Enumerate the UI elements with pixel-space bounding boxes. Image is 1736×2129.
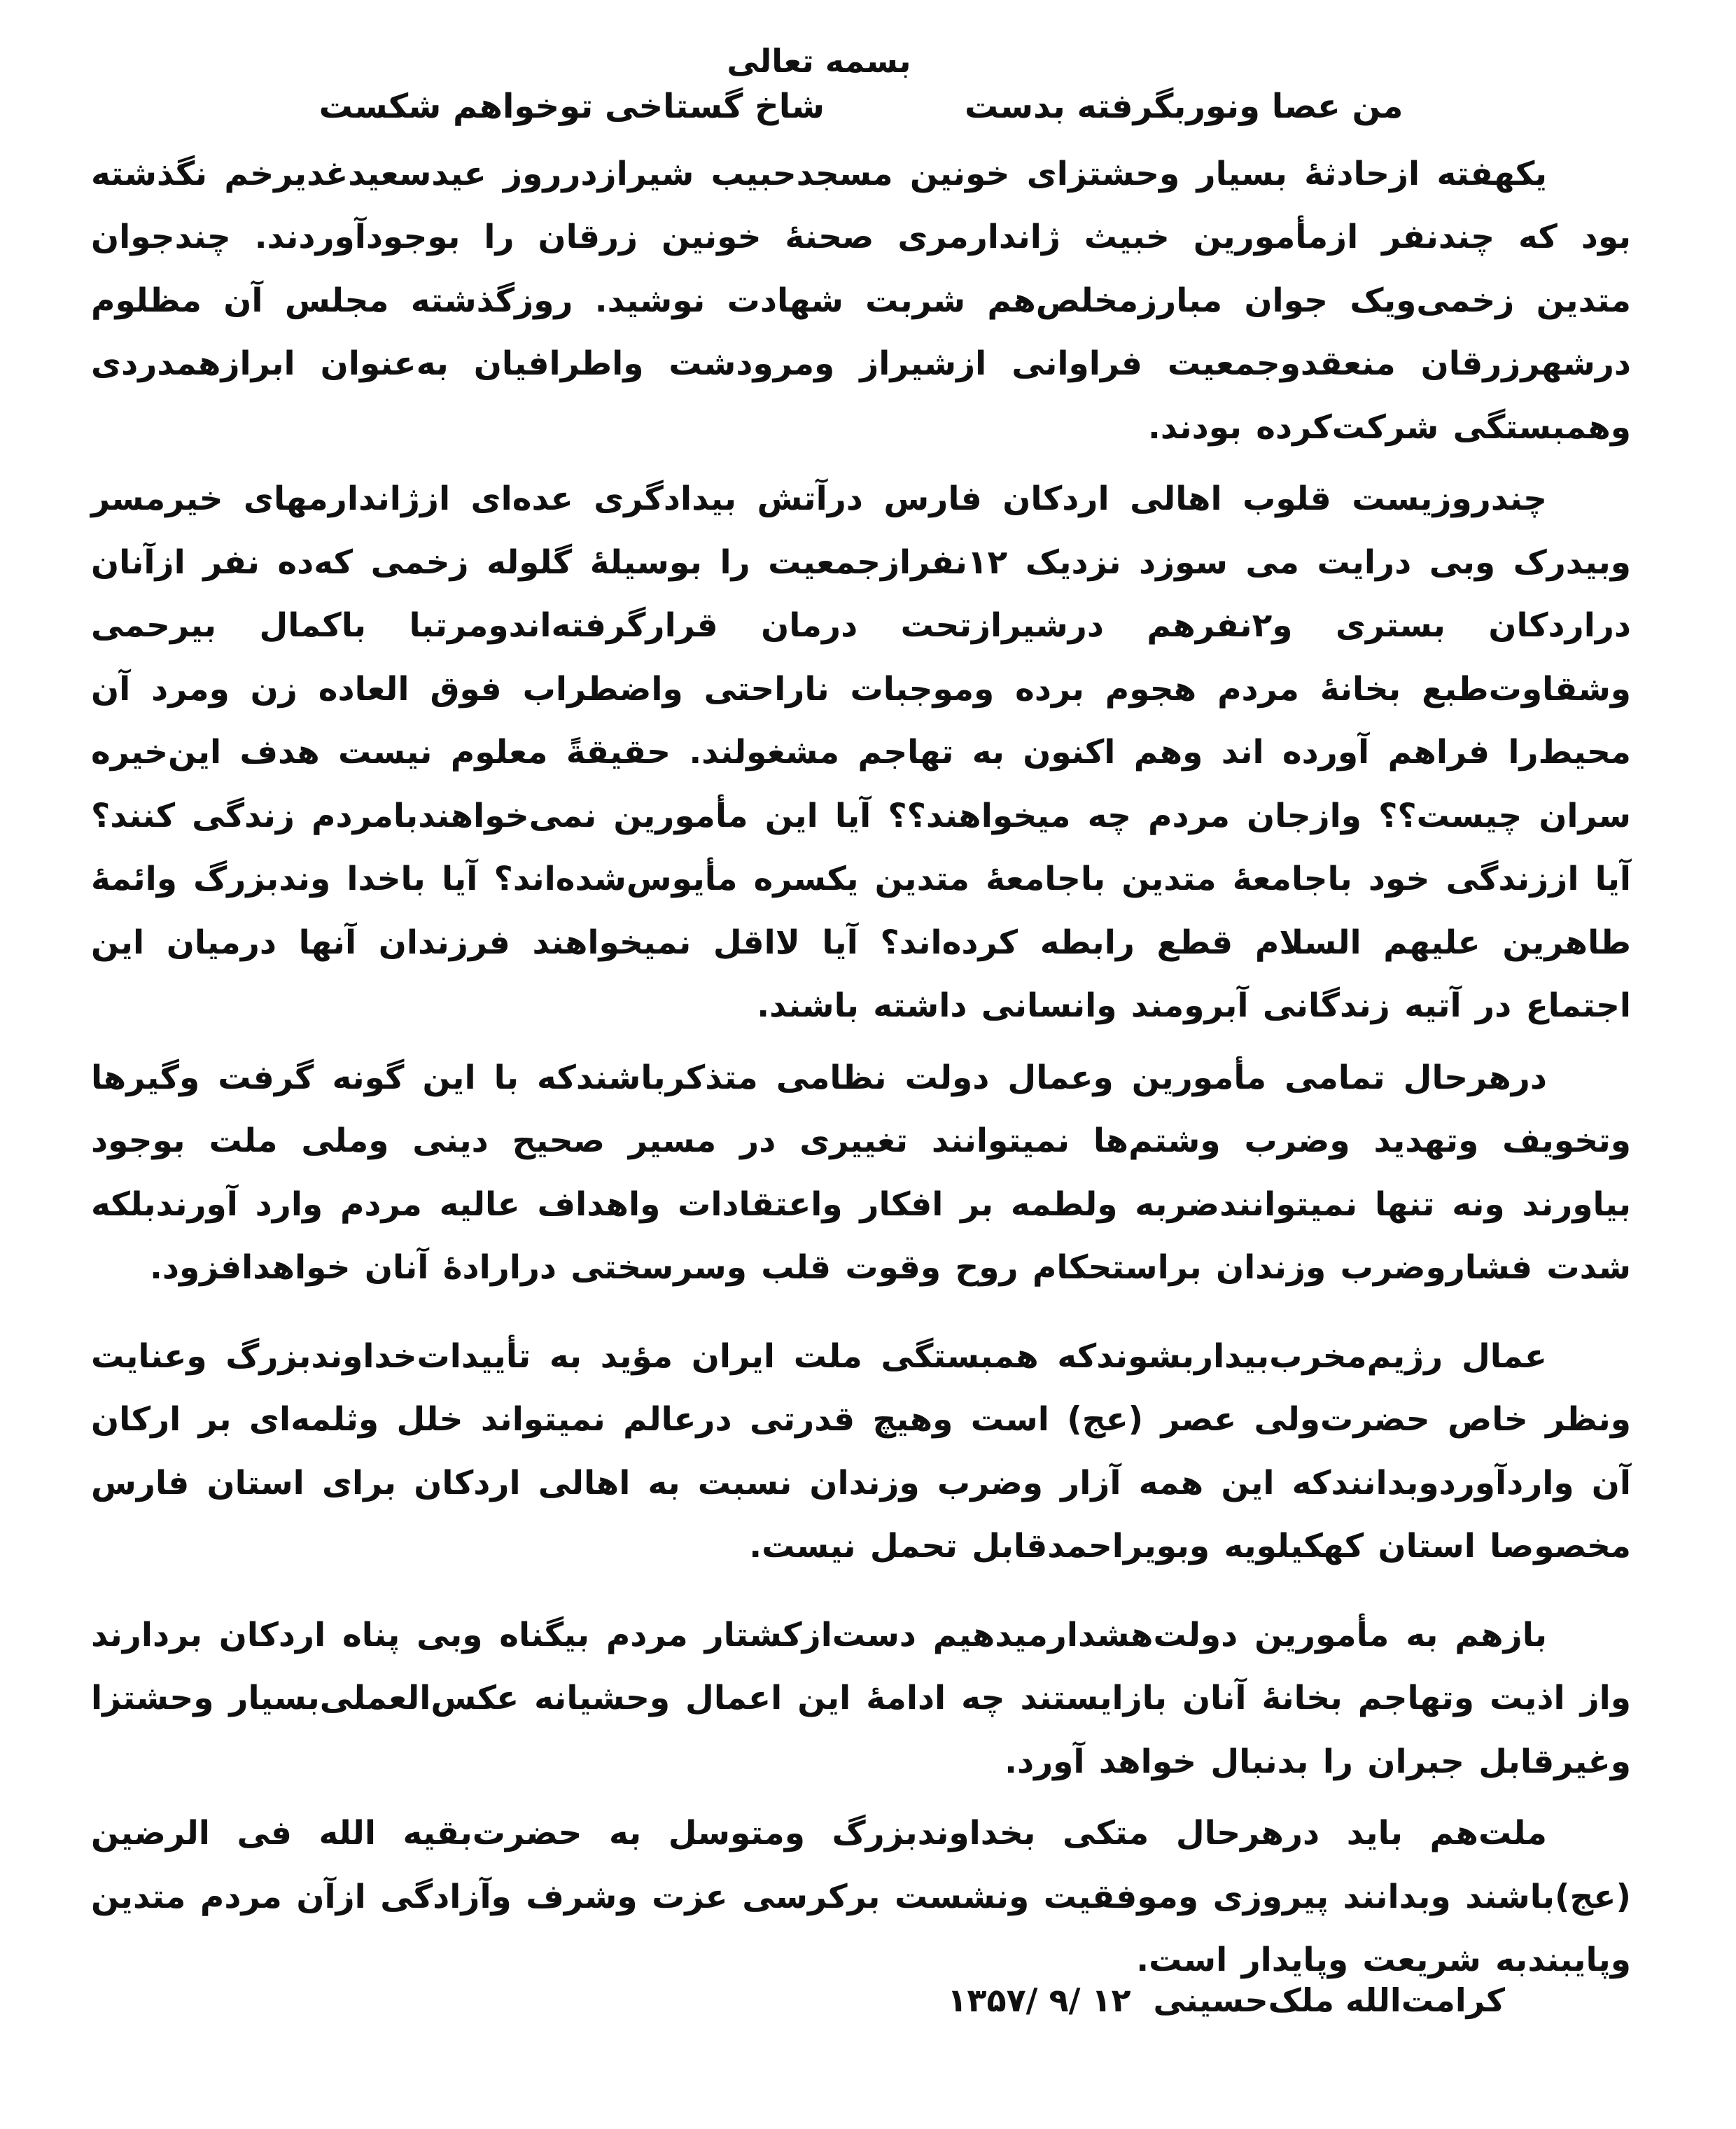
signer-name: کرامت‌الله ملک‌حسینی: [1153, 1981, 1505, 2019]
signature-line: [947, 1981, 1505, 2019]
verse-right-hemistich: من عصا ونوربگرفته بدست: [965, 87, 1404, 127]
paragraph-5: بازهم به مأمورین دولت‌هشدارمیدهیم دست‌ازکشتار مردم بیگناه وبی پناه اردکان بردارند واز اذیت وتهاجم بخانهٔ آنان بازایستند چه ادامهٔ این اعمال وحشیانه عکس‌العملی‌بسیار وحشتزا وغیرقابل جبران را بدنبال خواهد آورد.: [91, 1615, 1631, 1781]
paragraph-4: عمال رژیم‌مخرب‌بیداربشوندکه همبستگی ملت ایران مؤید به تأییدات‌خداوندبزرگ وعنایت ونظر خاص حضرت‌ولی عصر (عج) است وهیچ قدرتی درعالم نمیتواند خلل وثلمه‌ای بر ارکان آن واردآوردوبدانندکه این همه آزار وضرب وزندان نسبت به اهالی اردکان برای استان فارس مخصوصا استان کهکیلویه وبویراحمدقابل تحمل نیست.: [91, 1336, 1631, 1566]
paragraph-3: درهرحال تمامی مأمورین وعمال دولت نظامی متذکرباشندکه با این گونه گرفت وگیرها وتخویف وتهدید وضرب وشتم‌ها نمیتوانند تغییری در مسیر صحیح دینی وملی ملت بوجود بیاورند ونه تنها نمیتوانندضربه ولطمه بر افکار واعتقادات واهداف عالیه مردم وارد آورندبلکه شدت فشاروضرب وزندان براستحکام روح وقوت قلب وسرسختی درارادهٔ آنان خواهدافزود.: [91, 1058, 1631, 1287]
document-date: ۱۲ /۹ /۱۳۵۷: [947, 1981, 1131, 2019]
paragraph-6: ملت‌هم باید درهرحال متکی بخداوندبزرگ ومتوسل به حضرت‌بقیه الله فی الرضین (عج)باشند وبدانند پیروزی وموفقیت ونشست برکرسی عزت وشرف وآزادگی ازآن مردم متدین وپایبندبه شریعت وپایدار است.: [91, 1814, 1631, 1980]
paragraph-2: چندروزیست قلوب اهالی اردکان فارس درآتش بیدادگری عده‌ای ازژاندارمهای خیرمسر وبیدرک وبی درایت می سوزد نزدیک ۱۲نفرازجمعیت را بوسیله‌ٔ گلوله زخمی که‌ده نفر ازآنان دراردکان بستری و۲نفرهم درشیرازتحت درمان قرارگرفته‌اندومرتبا باکمال بیرحمی وشقاوت‌طبع بخانه‌ٔ مردم هجوم برده وموجبات ناراحتی واضطراب فوق العاده زن ومرد آن محیط‌را فراهم آورده اند وهم اکنون به تهاجم مشغولند. حقیقةً معلوم نیست هدف این‌خیره سران چیست؟؟ وازجان مردم چه میخواهند؟؟ آیا این مأمورین نمی‌خواهندبامردم زندگی کنند؟ آیا اززندگی خود باجامعه‌ٔ متدین باجامعه‌ٔ متدین یکسره مأیوس‌شده‌اند؟ آیا باخدا وندبزرگ وائمه‌ٔ طاهرین علیهم السلام قطع رابطه کرده‌اند؟ آیا لااقل نمیخواهند فرزندان آنها درمیان این اجتماع در آتیه زندگانی آبرومند وانسانی داشته باشند.: [91, 480, 1631, 1026]
opening-verse: [91, 85, 1631, 128]
document-heading: بسمه تعالی: [727, 42, 911, 80]
paragraph-1: یکهفته ازحادثه‌ٔ بسیار وحشتزای خونین مسجدحبیب شیرازدرروز عیدسعیدغدیرخم نگذشته بود که چندنفر ازمأمورین خبیث ژاندارمری صحنه‌ٔ خونین زرقان را بوجودآوردند. چندجوان متدین زخمی‌ویک جوان مبارزمخلص‌هم شربت شهادت نوشید. روزگذشته مجلس آن مظلوم درشهرزرقان منعقدوجمعیت فراوانی ازشیراز ومرودشت واطرافیان به‌عنوان ابرازهمدردی وهمبستگی شرکت‌کرده بودند.: [91, 154, 1631, 447]
verse-left-hemistich: شاخ گستاخی توخواهم شکست: [318, 87, 825, 127]
